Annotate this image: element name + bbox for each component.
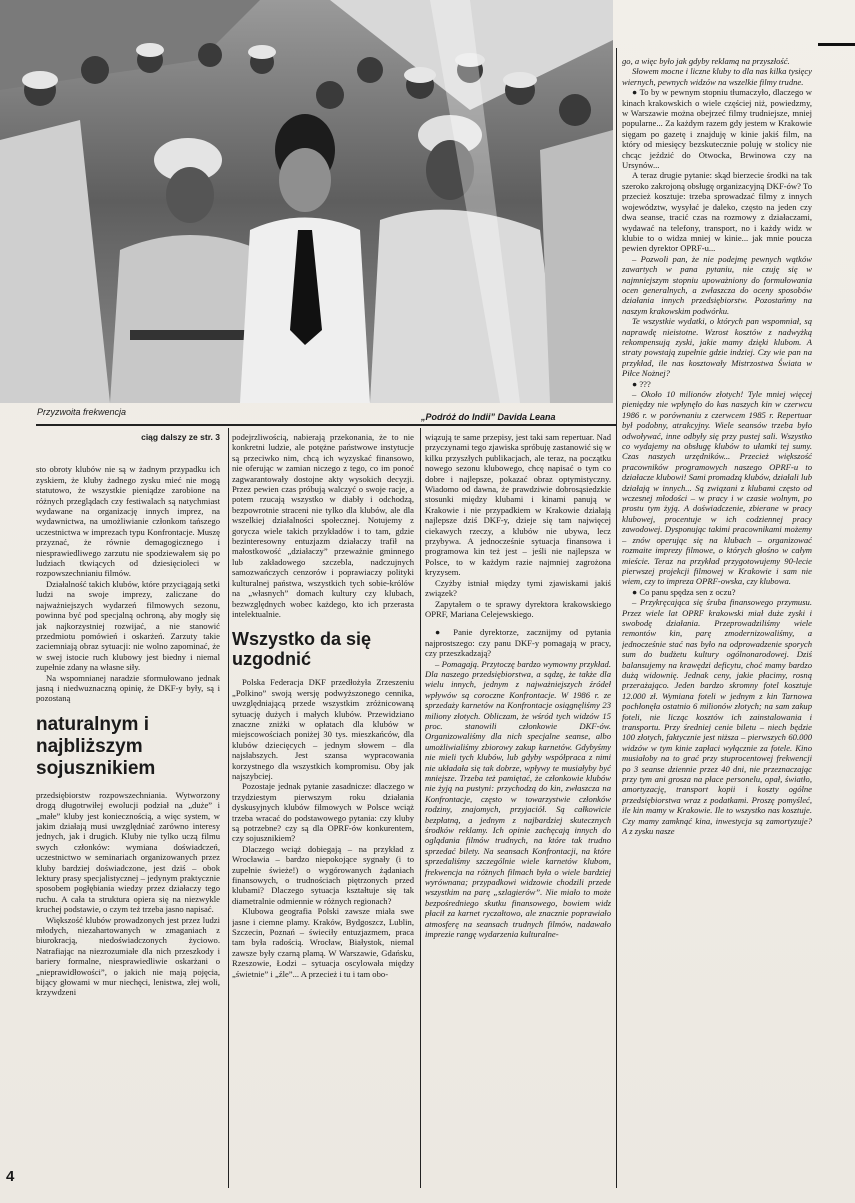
column-divider-3 — [616, 48, 617, 1188]
paragraph: Czyżby istniał między tymi zjawiskami jakiś związek? — [425, 577, 611, 599]
interview-answer: – Pomagają. Przytoczę bardzo wymowny przykład. Dla naszego przedsiębiorstwa, a sądzę, że także dla wielu innych, jednym z najważniejszych źródeł wpływów są coroczne Konfrontacje. W 1986 r. ze sprzedaży karnetów na Konfrontacje osiągnęliśmy 23 miliony złotych. Obliczam, że wśród tych widzów 15 proc. stanowili członkowie DKF-ów. Organizowaliśmy dla nich specjalne seanse, albo umożliwialiśmy zbiorowy zakup karnetów. Gdybyśmy nie mieli tych klubów, lub gdyby współpraca z nimi nie układała się tak dobrze, wpływy te musiałyby być mniejsze. Trzeba też pamiętać, że członkowie klubów nie żyją na pustyni: przychodzą do kin, zwłaszcza na Konfrontacje, często w towarzystwie członków rodziny, znajomych, przyjaciół. Są całkowicie bezpłatną, a jednym z najbardziej skutecznych środków reklamy. Ich opinie zachęcają innych do oglądania filmów trudnych, na które tak trudno sprzedać bilety. Na seansach Konfrontacji, na które sprzedaliśmy szczególnie wiele karnetów klubom, frekwencja na różnych filmach była o wiele bardziej wyrównana; przypadkowi widzowie chodzili przede wszystkim na parę „szlagierów”. Nie miało to może bezpośredniego skutku finansowego, bowiem widz płacił za karnet ryczałtowo, ale znacznie poprawiało atmosferę na seansach trudnych filmów, nadawało imprezie rangę wydarzenia kulturalne- — [425, 658, 611, 940]
interview-answer: – Około 10 milionów złotych! Tyle mniej więcej pieniędzy nie wpłynęło do kas naszych kin w czerwcu 1986 r. w porównaniu z czerwcem 1985 r. Repertuar był podobny, atrakcyjny. Wiele seansów trzeba było odwoływać, inne odbyły się przy pustej sali. Wszystko co wydajemy na obsługę klubów to ułamki tej sumy. Czas naszych urzędników... Przecież większość pracowników programowych naszego OPRF-u to działacze klubowi! Sami promadzą klubów, działali lub działają w innych... Są związani z klubami często od wczesnej młodości – w pracy i w czasie wolnym, po prostu tym żyją. A doświadczenie, zbierane w pracy klubowej, procentuje w ich codziennej pracy zawodowej. Dysponując takimi pracownikami możemy – znów operując się na klubach – organizować rozmaite imprezy filmowe, o których głośno w całym mieście. Teraz na przykład przygotowujemy 90-lecie pierwszej projekcji filmowej w Krakowie i sam nie wiem, czy to impreza OPRF-owska, czy klubowa. — [622, 389, 812, 587]
paragraph: Działalność takich klubów, które przyciągają setki ludzi na swoje imprezy, zaliczane do najważniejszych wydarzeń filmowych sezonu, powinna być pod specjalną ochroną, aby mogły się jak najkorzystniej rozwijać, a nie stanowić przedmiotu pomówień i oskarżeń. Zarzuty takie zaciemniają obraz sytuacji: nie wolno zapominać, że w swej istocie ruch klubowy jest biedny i niemal zupełnie zdany na własne siły. — [36, 578, 220, 673]
paragraph: Polska Federacja DKF przedłożyła Zrzeszeniu „Polkino” swoją wersję podwyższonego cennika, uwzględniającą przede wszystkim zróżnicowaną sytuację dużych i małych klubów. Przewidziano znaczne zniżki w opłatach dla klubów w miejscowościach poniżej 30 tys. mieszkańców, dla klubów dziecięcych – jednym słowem – dla najsłabszych. Jest szansa wypracowania korzystnego dla wszystkich kompromisu. Oby jak najszybciej. — [232, 677, 414, 781]
article-column-4 — [622, 56, 812, 1187]
interview-question: ● To by w pewnym stopniu tłumaczyło, dlaczego w kinach krakowskich o wiele częściej niż, powiedzmy, w Warszawie można obejrzeć filmy trudniejsze, mniej popularne... Za każdym razem gdy jestem w Krakowie sięgam po gazetę i znajduję w kinie jakiś film, na który od miesięcy bezskutecznie poluję w stolicy nie chcąc jeździć do Otwocka, Brwinowa czy na Ursynów... — [622, 87, 812, 171]
photo-caption-left: Przyzwoita frekwencja — [37, 407, 127, 417]
paragraph: przedsiębiorstw rozpowszechniania. Wytworzony drogą długotrwiłej ewolucji podział na „duże” i „małe” kluby jest koniecznością, a więc system, w jakim działają musi uwzględniać zarówno interesy jednych, jak i drugich. Kluby nie tylko uczą filmu swych członków: wymiana doświadczeń, uczestnictwo w seminariach organizowanych przez kluby bardziej doświadczone, jest dziś – obok lektury prasy specjalistycznej – jedynym praktycznie sposobem pogłębiania wiedzy przez działaczy tego ruchu. A cała ta struktura opiera się na niezwykle kruchej podstawie, o czym też trzeba jasno napisać. — [36, 789, 220, 915]
paragraph: Klubowa geografia Polski zawsze miała swe jasne i ciemne plamy. Kraków, Bydgoszcz, Lublin, Szczecin, Poznań – świeciły entuzjazmem, praca tam była radością. Wrocław, Białystok, niemal zawsze były czarną plamą. W Warszawie, Gdańsku, Rzeszowie, Łodzi – sytuacja oscylowała między „świetnie” i „źle”... A przecież i tu i tam obo- — [232, 906, 414, 979]
section-heading: naturalnym i najbliższym sojusznikiem — [36, 713, 156, 779]
interview-answer: Słowem mocne i liczne kluby to dla nas kilka tysięcy wiernych, pewnych widzów na wszelkie filmy trudne. — [622, 66, 812, 87]
interview-question: ● ??? — [632, 378, 651, 389]
film-still-photo — [0, 0, 613, 403]
interview-answer: go, a więc było jak gdyby reklamą na przyszłość. — [622, 56, 790, 66]
interview-answer: Te wszystkie wydatki, o których pan wspomniał, są naprawdę nieistotne. Wzrost kosztów z nadwyżką rekompensują zyski, jakie mamy dzięki klubom. A straty powstają zupełnie gdzie indziej. Czy wie pan na przykład, ile nas kosztowały Mistrzostwa Świata w Piłce Nożnej? — [622, 316, 812, 379]
interview-answer: – Przykręcająca się śruba finansowego przymusu. Przez wiele lat OPRF krakowski miał duże zyski i swobodę działania. Przeprowadziliśmy wiele remontów kin, parę zmodernizowaliśmy, a jednocześnie stać nas było na odprowadzenie sporych sum do budżetu kultury ogólnonarodowej. Dziś balansujemy na krawędzi deficytu, choć mamy bardzo dużą widownię. Jednak ceny, jakie płacimy, rosną przerażająco. Jeden bardzo skromny fotel kosztuje 12.000 zł. Wymiana foteli w jednym z kin Tarnowa pochłonęła ostatnio 6 milionów złotych; na sam zakup foteli, nie licząc kosztów ich zainstalowania i transportu. Przy średniej cenie biletu – niech będzie 100 złotych, faktycznie jest niższa – pierwszych 60.000 widzów w tym kinie zapłaci wyłącznie za fotele. Kino musiałoby na to grać przy stuprocentowej frekwencji po 3 seanse dziennie przez 40 dni, nie przeznaczając przy tym ani grosza na płace personelu, opał, światło, amortyzację, transport kopii i koszty ogólne przedsiębiorstwa wraz z podatkami. Proszę pomyśleć, ile kin mamy w Krakowie. Ile to wszystko nas kosztuje. Czy mamy zamknąć kina, inwestycja są zamortyzuje? A z zysku nasze — [622, 597, 812, 837]
paragraph: Na wspomnianej naradzie sformułowano jednak jasną i niedwuznaczną opinię, że DKF-y były, są i pozostaną — [36, 672, 220, 704]
paragraph: Większość klubów prowadzonych jest przez ludzi młodych, niezahartowanych w zmaganiach z biurokracją, niedoświadczonych życiowo. Natrafiając na niezrozumiałe dla nich przeszkody i bariery formalne, niesprawiedliwie oskarżani o „nieprawidłowości”, o jakich nie mają pojęcia, bijący głowami w mur niechęci, lenistwa, złej woli, krzywdzeni — [36, 914, 220, 998]
interview-question: A teraz drugie pytanie: skąd bierzecie środki na tak szeroko zakrojoną obsługę organizacyjną DKF-ów? To przecież kosztuje: trzeba sprowadzać filmy z innych województw, wysyłać je daleko, często na jeden czy dwa seanse, tracić czas na rozmowy z działaczami, wydawać na telefony, transport, no i każdy widz w klubie to o widza mniej w kinie... jak mnie poucza pewien dyrektor OPRF-u... — [622, 170, 812, 254]
interview-question: ● Co panu spędza sen z oczu? — [632, 586, 736, 597]
paragraph: Pozostaje jednak pytanie zasadnicze: dlaczego w trzydziestym pierwszym roku działania dyskusyjnych klubów filmowych w Polsce wciąż trzeba wracać do podstawowego pytania: czy kluby są potrzebne? czy są dla OPRF-ów konkurentem, czy sojusznikiem? — [232, 781, 414, 844]
column-top-rule — [36, 424, 616, 426]
column-divider-2 — [420, 428, 421, 1188]
column-divider-1 — [228, 428, 229, 1188]
article-column-2 — [232, 432, 414, 1187]
photo-caption-right: „Podróż do Indii” Davida Leana — [421, 412, 556, 422]
interview-answer: – Pozwoli pan, że nie podejmę pewnych wątków zawartych w pana pytaniu, nie czuję się w najmniejszym stopniu upoważniony do formułowania ocen generalnych, a zwłaszcza do oceny sposobów działania innych przedsiębiorstw. Pozostańmy na naszym krakowskim podwórku. — [622, 253, 812, 316]
paragraph: sto obroty klubów nie są w żadnym przypadku ich zyskiem, że kluby żadnego zysku mieć nie mogą statutowo, że wszystkie pieniądze zarobione na różnych przeglądach czy festiwalach są natychmiast wydawane na organizację innych imprez, na wydawnictwa, na umożliwianie członkom tańszego uczestnictwa w imprezach typu Konfrontacje. Muszę przyznać, że równie demagogicznego i niesprawiedliwego zarzutu nie spodziewałem się po ludziach tkwiących od dziesięcioleci w rozpowszechnianiu filmów. — [36, 464, 220, 579]
paragraph: wiązują te same przepisy, jest taki sam repertuar. Nad przyczynami tego zjawiska spróbuję zastanowić się w kilku przyszłych publikacjach, ale teraz, na początku nowego sezonu klubowego, chcę napisać o tym co dobre i najlepsze, pokazać obraz optymistyczny. Wiadomo od dawna, że prawdziwie dobrosąsiedzkie stosunki między klubami i kinami panują w Krakowie i nie przypadkiem w Krakowie działają najlepsze dziś DKF-y, dzieje się tam najwięcej ciekawych rzeczy, a klubów nie ubywa, lecz przybywa. A jednocześnie sytuacja finansowa i programowa kin też jest – jeśli nie najlepsza w Polsce, to w każdym razie najmniej zagrożona kryzysem. — [425, 432, 611, 578]
page-number: 4 — [6, 1168, 15, 1185]
article-column-1 — [36, 432, 220, 1187]
film-still-illustration — [0, 0, 613, 403]
section-heading: Wszystko da się uzgodnić — [232, 629, 372, 670]
continued-label: ciąg dalszy ze str. 3 — [141, 432, 220, 442]
top-right-rule — [818, 43, 855, 46]
paragraph: podejrzliwością, nabierają przekonania, że to nie konkretni ludzie, ale potężne państwowe instytucje są przeciwko nim, chcą ich wyzyskać finansowo, nie oferując w zamian niczego z tego, co im ponoć zagwarantowały dostojne akty wysokich decyzji. Przez pewien czas próbują walczyć o swoje racje, a potem rzucają wszystko w diabły i odchodzą, bezpowrotnie straceni nie tylko dla klubów, ale dla wszelkiej działalności społecznej. Notujemy z gorycza wiele takich przykładów i to tam, gdzie bezinteresowny entuzjazm działaczy trafił na małostkowość „działaczy” przeważnie gminnego lub zakładowego szczebla, nadczujnych samozwańczych cenzorów i poprawiaczy polityki kulturalnej państwa, wszystkich tych sobie-królów na „własnych” domach kultury czy klubach, bezwzględnych wobec każdego, kto ich przerasta intelektualnie. — [232, 432, 414, 619]
interview-question: ● Panie dyrektorze, zacznijmy od pytania najprostszego: czy panu DKF-y pomagają w pracy, czy przeszkadzają? — [425, 627, 611, 659]
paragraph: Dlaczego wciąż dobiegają – na przykład z Wrocławia – bardzo niepokojące sygnały (i to zupełnie świeże!) o wygórowanych żądaniach finansowych, o trudnościach piętrzonych przed klubami? Dlaczego sytuacja kształtuje się tak diametralnie odmiennie w różnych regionach? — [232, 843, 414, 906]
article-column-3 — [425, 432, 611, 1187]
paragraph: Zapytałem o te sprawy dyrektora krakowskiego OPRF, Mariana Celejewskiego. — [425, 598, 611, 619]
